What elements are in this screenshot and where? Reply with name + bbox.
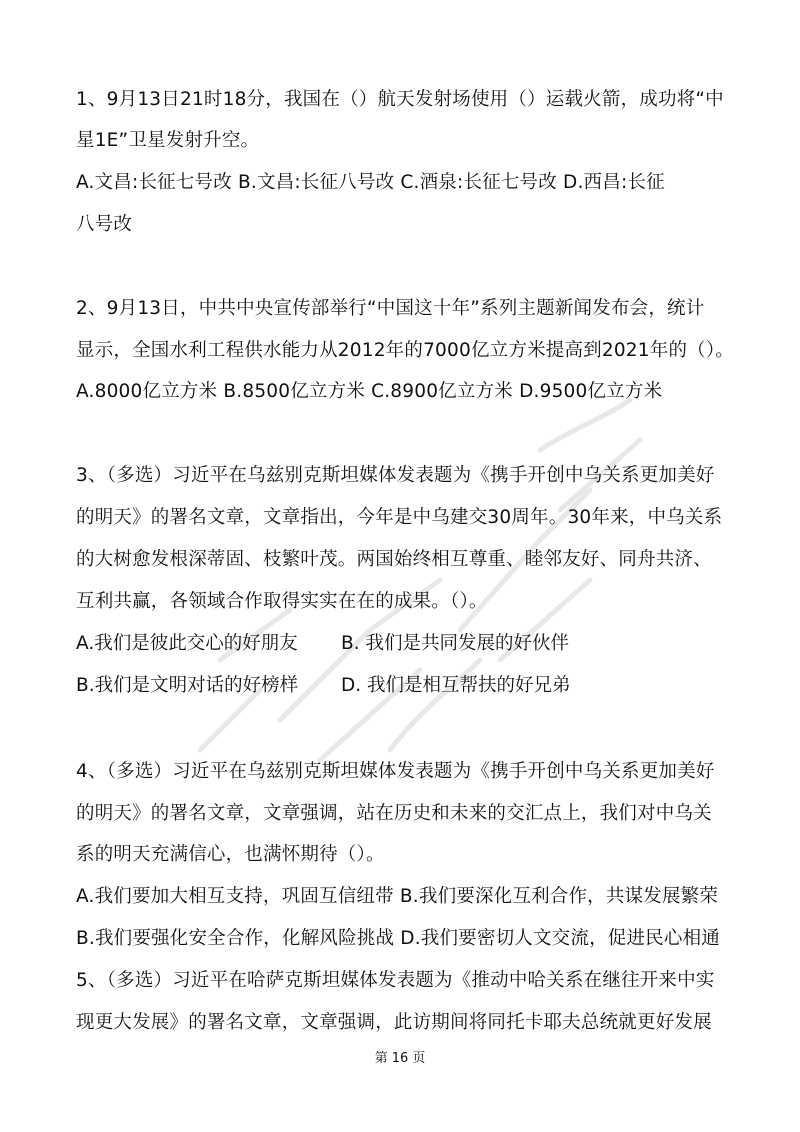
question-3-line-4: 互利共赢，各领域合作取得实实在在的成果。（）。 — [76, 591, 488, 612]
question-3-option-b: B. 我们是共同发展的好伙伴 — [341, 633, 569, 654]
question-3-option-a: A.我们是彼此交心的好朋友 — [76, 633, 298, 654]
question-2-line-1: 2、9月13日，中共中央宣传部举行“中国这十年”系列主题新闻发布会，统计 — [76, 298, 705, 319]
question-1-line-1: 1、9月13日21时18分，我国在（）航天发射场使用（）运载火箭，成功将“中 — [76, 89, 724, 110]
question-4-line-3: 系的明天充满信心，也满怀期待（）。 — [76, 844, 385, 865]
question-3-line-2: 的明天》的署名文章，文章指出，今年是中乌建交30周年。30年来，中乌关系 — [76, 507, 723, 528]
question-3-options-row-1 — [76, 632, 569, 656]
question-4-options-line-2: B.我们要强化安全合作，化解风险挑战 D.我们要密切人文交流，促进民心相通 — [76, 928, 720, 949]
question-1-options-line-1: A.文昌:长征七号改 B.文昌:长征八号改 C.酒泉:长征七号改 D.西昌:长征 — [76, 172, 665, 193]
question-2-options-line-1: A.8000亿立方米 B.8500亿立方米 C.8900亿立方米 D.9500亿立方米 — [76, 381, 663, 402]
question-3-option-d: D. 我们是相互帮扶的好兄弟 — [341, 675, 571, 696]
question-3-line-1: 3、（多选）习近平在乌兹别克斯坦媒体发表题为《携手开创中乌关系更加美好 — [76, 465, 715, 486]
question-4-line-2: 的明天》的署名文章，文章强调，站在历史和未来的交汇点上，我们对中乌关 — [76, 803, 712, 824]
question-4-options-line-1: A.我们要加大相互支持，巩固互信纽带 B.我们要深化互利合作，共谋发展繁荣 — [76, 886, 719, 907]
question-2-line-2: 显示，全国水利工程供水能力从2012年的7000亿立方米提高到2021年的（）。 — [76, 340, 734, 361]
question-1-options-line-2: 八号改 — [76, 214, 133, 235]
question-3-options-row-2 — [76, 674, 571, 698]
question-3-option-c: B.我们是文明对话的好榜样 — [76, 675, 299, 696]
question-3-line-3: 的大树愈发根深蒂固、枝繁叶茂。两国始终相互尊重、睦邻友好、同舟共济、 — [76, 549, 712, 570]
question-5-line-2: 现更大发展》的署名文章，文章强调，此访期间将同托卡耶夫总统就更好发展 — [76, 1012, 712, 1033]
question-1-line-2: 星1E”卫星发射升空。 — [76, 130, 260, 151]
page-number: 第 16 页 — [374, 1051, 426, 1066]
question-4-line-1: 4、（多选）习近平在乌兹别克斯坦媒体发表题为《携手开创中乌关系更加美好 — [76, 761, 715, 782]
question-5-line-1: 5、（多选）习近平在哈萨克斯坦媒体发表题为《推动中哈关系在继往开来中实 — [76, 970, 715, 991]
